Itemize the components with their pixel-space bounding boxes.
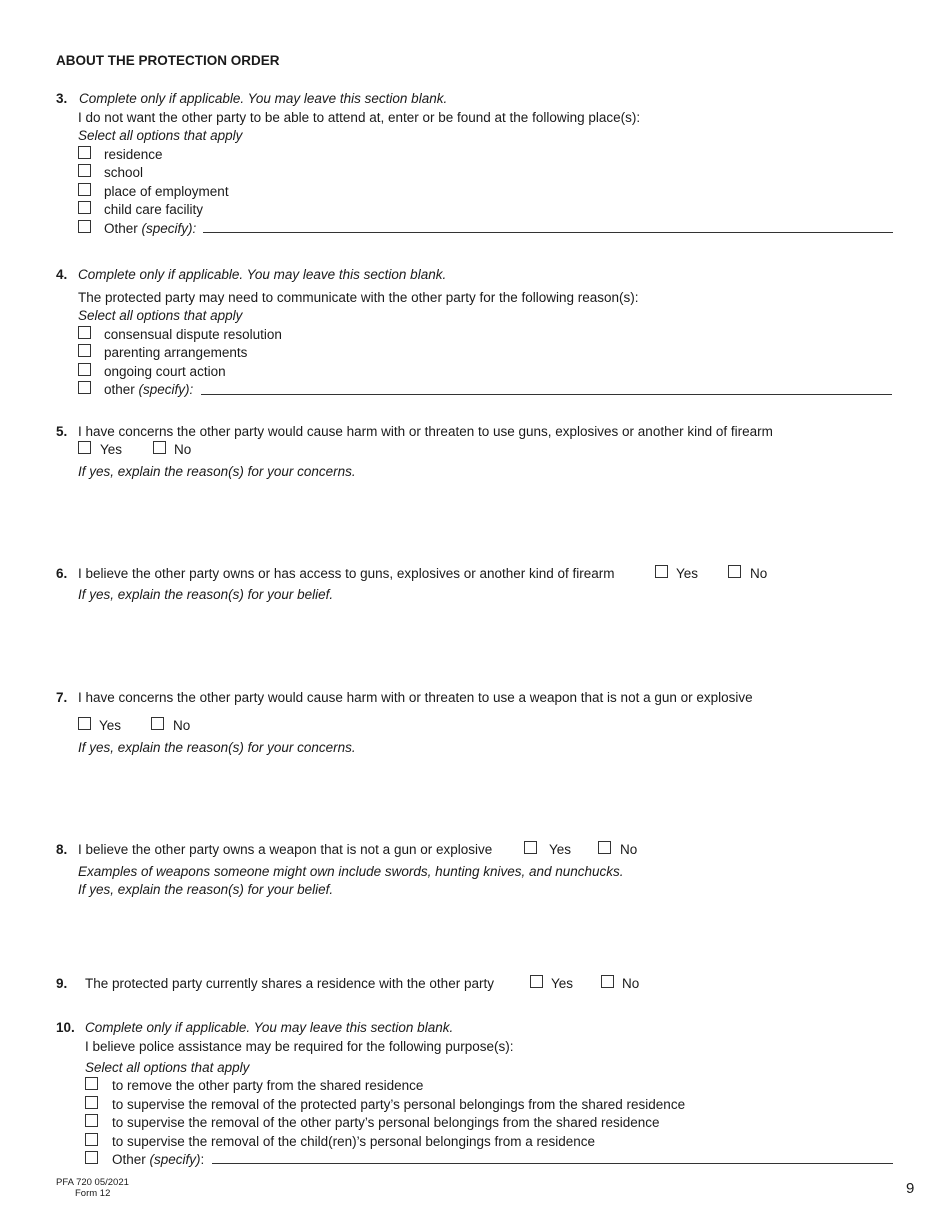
q3-select-note: Select all options that apply xyxy=(78,128,243,143)
q10-option-other-party-belongings: to supervise the removal of the other party’s personal belongings from the shared residence xyxy=(112,1115,660,1130)
q10-checkbox-other-party-belongings[interactable] xyxy=(85,1114,98,1127)
q7-yes-label: Yes xyxy=(99,718,122,733)
q4-checkbox-dispute[interactable] xyxy=(78,326,91,339)
q10-specify-colon: : xyxy=(200,1152,205,1167)
q6-yes-label: Yes xyxy=(676,566,699,581)
q10-option-other xyxy=(112,1152,204,1167)
q7-text: I have concerns the other party would cause harm with or threaten to use a weapon that is not a gun or explosive xyxy=(78,690,753,705)
q10-checkbox-protected-belongings[interactable] xyxy=(85,1096,98,1109)
q3-text: I do not want the other party to be able to attend at, enter or be found at the following place(s): xyxy=(78,110,641,125)
q8-yes-checkbox[interactable] xyxy=(524,841,537,854)
q8-explain: If yes, explain the reason(s) for your belief. xyxy=(78,882,334,897)
q10-other-line[interactable] xyxy=(212,1163,893,1164)
q3-other-label: Other xyxy=(104,221,138,236)
q7-no-checkbox[interactable] xyxy=(151,717,164,730)
q8-text: I believe the other party owns a weapon that is not a gun or explosive xyxy=(78,842,493,857)
q9-no-checkbox[interactable] xyxy=(601,975,614,988)
q9-no-label: No xyxy=(622,976,640,991)
q10-select-note: Select all options that apply xyxy=(85,1060,250,1075)
q9-yes-label: Yes xyxy=(551,976,574,991)
q6-no-label: No xyxy=(750,566,768,581)
q10-other-label: Other xyxy=(112,1152,146,1167)
q3-option-childcare: child care facility xyxy=(104,202,204,217)
q3-option-employment: place of employment xyxy=(104,184,229,199)
q4-number: 4. xyxy=(56,267,68,282)
q4-other-label: other xyxy=(104,382,135,397)
q10-checkbox-other[interactable] xyxy=(85,1151,98,1164)
q5-yes-checkbox[interactable] xyxy=(78,441,91,454)
q4-option-dispute: consensual dispute resolution xyxy=(104,327,282,342)
q7-yes-checkbox[interactable] xyxy=(78,717,91,730)
q6-yes-checkbox[interactable] xyxy=(655,565,668,578)
q4-option-other xyxy=(104,382,193,397)
q4-option-parenting: parenting arrangements xyxy=(104,345,248,360)
q4-checkbox-court[interactable] xyxy=(78,363,91,376)
q4-text: The protected party may need to communicate with the other party for the following reason(s): xyxy=(78,290,639,305)
q10-option-protected-belongings: to supervise the removal of the protected party’s personal belongings from the shared residence xyxy=(112,1097,686,1112)
q9-number: 9. xyxy=(56,976,68,991)
q5-text: I have concerns the other party would cause harm with or threaten to use guns, explosives or another kind of firearm xyxy=(78,424,773,439)
q4-select-note: Select all options that apply xyxy=(78,308,243,323)
q7-explain: If yes, explain the reason(s) for your concerns. xyxy=(78,740,356,755)
q10-number: 10. xyxy=(56,1020,75,1035)
q7-no-label: No xyxy=(173,718,191,733)
q5-yes-label: Yes xyxy=(100,442,123,457)
q10-text: I believe police assistance may be required for the following purpose(s): xyxy=(85,1039,514,1054)
q8-number: 8. xyxy=(56,842,68,857)
q9-text: The protected party currently shares a residence with the other party xyxy=(85,976,494,991)
q5-no-label: No xyxy=(174,442,192,457)
q5-explain: If yes, explain the reason(s) for your concerns. xyxy=(78,464,356,479)
q10-specify-label: (specify) xyxy=(149,1152,201,1167)
q3-checkbox-residence[interactable] xyxy=(78,146,91,159)
q3-number: 3. xyxy=(56,91,68,106)
q10-option-remove-party: to remove the other party from the shared residence xyxy=(112,1078,424,1093)
q3-option-other xyxy=(104,221,196,236)
q3-option-residence: residence xyxy=(104,147,163,162)
q4-checkbox-parenting[interactable] xyxy=(78,344,91,357)
q10-option-children-belongings: to supervise the removal of the child(ren)’s personal belongings from a residence xyxy=(112,1134,596,1149)
q4-other-line[interactable] xyxy=(201,394,892,395)
q8-yes-label: Yes xyxy=(549,842,572,857)
q6-text: I believe the other party owns or has access to guns, explosives or another kind of firearm xyxy=(78,566,615,581)
q3-checkbox-school[interactable] xyxy=(78,164,91,177)
q6-no-checkbox[interactable] xyxy=(728,565,741,578)
q4-option-court: ongoing court action xyxy=(104,364,226,379)
q3-checkbox-other[interactable] xyxy=(78,220,91,233)
q10-intro: Complete only if applicable. You may leave this section blank. xyxy=(85,1020,454,1035)
footer-form-code: PFA 720 05/2021 xyxy=(56,1177,129,1188)
q3-checkbox-employment[interactable] xyxy=(78,183,91,196)
q8-examples: Examples of weapons someone might own include swords, hunting knives, and nunchucks. xyxy=(78,864,624,879)
page-number: 9 xyxy=(906,1180,915,1197)
q8-no-label: No xyxy=(620,842,638,857)
q3-option-school: school xyxy=(104,165,144,180)
q4-specify-label: (specify): xyxy=(138,382,194,397)
q8-no-checkbox[interactable] xyxy=(598,841,611,854)
q4-intro: Complete only if applicable. You may leave this section blank. xyxy=(78,267,447,282)
q10-checkbox-children-belongings[interactable] xyxy=(85,1133,98,1146)
q4-checkbox-other[interactable] xyxy=(78,381,91,394)
q3-other-line[interactable] xyxy=(203,232,893,233)
q5-number: 5. xyxy=(56,424,68,439)
q5-no-checkbox[interactable] xyxy=(153,441,166,454)
q3-intro: Complete only if applicable. You may leave this section blank. xyxy=(79,91,448,106)
q9-yes-checkbox[interactable] xyxy=(530,975,543,988)
q6-explain: If yes, explain the reason(s) for your belief. xyxy=(78,587,334,602)
q10-checkbox-remove-party[interactable] xyxy=(85,1077,98,1090)
q7-number: 7. xyxy=(56,690,68,705)
q3-specify-label: (specify): xyxy=(141,221,197,236)
q3-checkbox-childcare[interactable] xyxy=(78,201,91,214)
section-heading: ABOUT THE PROTECTION ORDER xyxy=(56,53,280,68)
footer-form-number: Form 12 xyxy=(75,1188,111,1199)
q6-number: 6. xyxy=(56,566,68,581)
